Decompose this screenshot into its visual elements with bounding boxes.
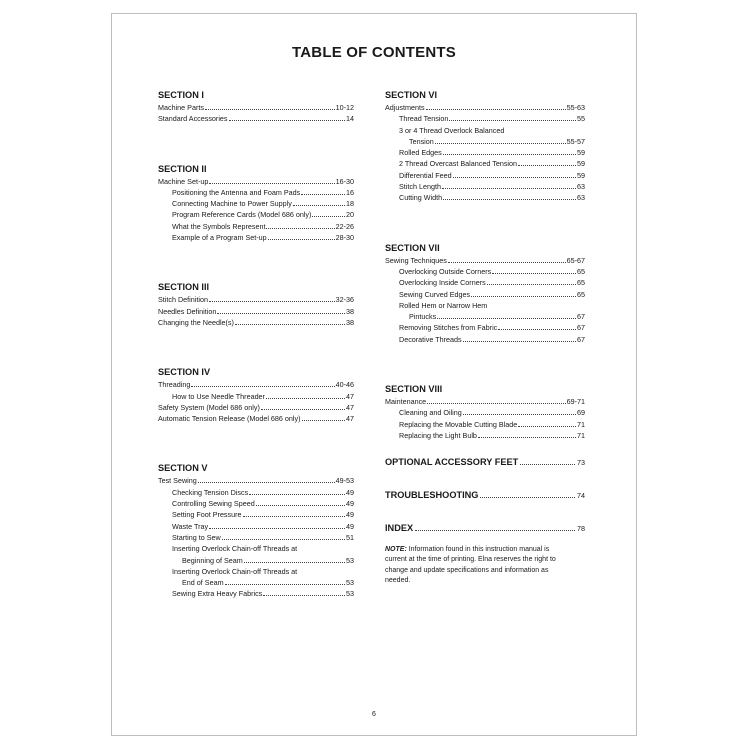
toc-entry-inserting-overlock-chain-off-threads-at[interactable] <box>158 577 354 588</box>
toc-entry-threading[interactable] <box>158 379 354 390</box>
toc-entry-label: Needles Definition <box>158 306 217 316</box>
toc-entry-checking-tension-discs[interactable] <box>158 487 354 498</box>
toc-entry-differential-feed[interactable] <box>385 170 585 181</box>
leader-dots <box>266 228 334 229</box>
toc-entry-2-thread-overcast-balanced-tension[interactable] <box>385 158 585 169</box>
leader-dots <box>209 528 345 529</box>
section-heading: SECTION VIII <box>385 384 443 395</box>
toc-entry-label: Rolled Edges <box>399 148 442 158</box>
toc-entry-starting-to-sew[interactable] <box>158 532 354 543</box>
leader-dots <box>266 398 345 399</box>
toc-entry-page: 59 <box>577 148 585 158</box>
leader-dots <box>229 120 345 121</box>
index-page: 78 <box>577 524 585 534</box>
optional-feet-entry[interactable] <box>385 456 585 469</box>
toc-entry-page: 28-30 <box>335 233 354 243</box>
document-page <box>111 13 637 736</box>
leader-dots <box>263 595 345 596</box>
toc-entry-label-line: 3 or 4 Thread Overlock Balanced <box>399 125 505 135</box>
toc-entry-adjustments[interactable] <box>385 102 585 113</box>
leader-dots <box>442 188 576 189</box>
toc-entry-page: 67 <box>577 334 585 344</box>
toc-entry-sewing-techniques[interactable] <box>385 255 585 266</box>
toc-entry-stitch-definition[interactable] <box>158 294 354 305</box>
toc-entry-page: 10-12 <box>335 103 354 112</box>
leader-dots <box>256 505 345 506</box>
toc-entry-page: 59 <box>577 170 585 180</box>
leader-dots <box>471 296 576 297</box>
toc-entry-page: 49 <box>346 510 354 520</box>
toc-entry-page: 47 <box>346 402 354 412</box>
section-section-i <box>158 89 354 125</box>
leader-dots <box>463 414 576 415</box>
leader-dots <box>520 464 575 465</box>
section-heading: SECTION VII <box>385 242 440 253</box>
toc-entry-label: Beginning of Seam <box>182 555 243 565</box>
toc-entry-replacing-the-movable-cutting-blade[interactable] <box>385 419 585 430</box>
section-section-vi <box>385 89 585 204</box>
toc-entry-page: 49 <box>346 521 354 531</box>
leader-dots <box>437 318 576 319</box>
page-number: 6 <box>372 711 376 718</box>
toc-entry-connecting-machine-to-power-supply[interactable] <box>158 198 354 209</box>
toc-entry-overlocking-inside-corners[interactable] <box>385 277 585 288</box>
section-heading: SECTION II <box>158 163 207 174</box>
toc-entry-page: 59 <box>577 159 585 169</box>
toc-entry-page: 69-71 <box>566 397 585 407</box>
toc-entry-needles-definition[interactable] <box>158 306 354 317</box>
toc-entry-program-reference-cards-model-686-only[interactable] <box>158 209 354 220</box>
leader-dots <box>217 313 345 314</box>
toc-entry-label: Threading <box>158 380 191 390</box>
toc-entry-sewing-extra-heavy-fabrics[interactable] <box>158 588 354 599</box>
section-section-iv <box>158 366 354 424</box>
optional-feet-page: 73 <box>577 458 585 468</box>
toc-entry-page: 40-46 <box>335 380 354 390</box>
leader-dots <box>205 109 335 110</box>
toc-entry-rolled-edges[interactable] <box>385 147 585 158</box>
section-heading: SECTION VI <box>385 90 438 100</box>
leader-dots <box>478 437 576 438</box>
toc-entry-decorative-threads[interactable] <box>385 334 585 345</box>
leader-dots <box>209 301 335 302</box>
leader-dots <box>435 143 566 144</box>
toc-entry-label: Machine Set-up <box>158 176 209 186</box>
right-sections <box>385 89 585 441</box>
leader-dots <box>443 154 576 155</box>
leader-dots <box>301 194 345 195</box>
note-paragraph <box>385 545 570 586</box>
toc-entry-page: 18 <box>346 199 354 209</box>
section-heading: SECTION V <box>158 463 208 474</box>
index-entry[interactable] <box>385 522 585 535</box>
toc-entry-label: Decorative Threads <box>399 334 462 344</box>
section-heading: SECTION IV <box>158 367 211 378</box>
toc-entry-page: 47 <box>346 391 354 401</box>
toc-entry-label: Adjustments <box>385 103 425 112</box>
leader-dots <box>235 324 345 325</box>
toc-entry-label: Overlocking Inside Corners <box>399 278 486 288</box>
toc-entry-label: Setting Foot Pressure <box>172 510 242 520</box>
leader-dots <box>244 562 345 563</box>
leader-dots <box>480 497 575 498</box>
toc-entry-label-line: Inserting Overlock Chain-off Threads at <box>172 544 298 554</box>
leader-dots <box>518 426 576 427</box>
toc-entry-page: 22-26 <box>335 221 354 231</box>
toc-entry-page: 49 <box>346 487 354 497</box>
leader-dots <box>449 120 576 121</box>
leader-dots <box>209 183 334 184</box>
leader-dots <box>243 516 345 517</box>
leader-dots <box>443 199 576 200</box>
toc-entry-rolled-hem-or-narrow-hem[interactable] <box>385 311 585 322</box>
toc-entry-label: Example of a Program Set-up <box>172 233 267 243</box>
toc-entry-replacing-the-light-bulb[interactable] <box>385 430 585 441</box>
toc-entry-page: 55-57 <box>566 136 585 146</box>
toc-entry-what-the-symbols-represent[interactable] <box>158 221 354 232</box>
toc-entry-label: Differential Feed <box>399 170 452 180</box>
toc-entry-label: Sewing Curved Edges <box>399 289 471 299</box>
toc-entry-page: 71 <box>577 430 585 440</box>
page-title: TABLE OF CONTENTS <box>292 44 456 61</box>
leader-dots <box>293 205 345 206</box>
troubleshooting-page: 74 <box>577 491 585 501</box>
toc-entry-safety-system-model-686-only[interactable] <box>158 402 354 413</box>
note-text: Information found in this instruction manual is current at the time of printing. Elna reserves the right to change and update specifications and information as needed. <box>385 546 556 584</box>
toc-entry-3-or-4-thread-overlock-balanced[interactable] <box>385 136 585 147</box>
toc-entry-label: What the Symbols Represent <box>172 221 266 231</box>
toc-entry-label: Cleaning and Oiling <box>399 408 462 418</box>
toc-entry-positioning-the-antenna-and-foam-pads[interactable] <box>158 187 354 198</box>
toc-entry-stitch-length[interactable] <box>385 181 585 192</box>
leader-dots <box>198 482 335 483</box>
toc-entry-thread-tension[interactable] <box>385 113 585 124</box>
toc-entry-page: 47 <box>346 414 354 424</box>
leader-dots <box>249 494 345 495</box>
right-column <box>385 89 585 586</box>
toc-entry-label: Maintenance <box>385 397 427 407</box>
toc-entry-label: Changing the Needle(s) <box>158 317 234 327</box>
toc-entry-label: Program Reference Cards (Model 686 only) <box>172 210 312 220</box>
toc-entry-cutting-width[interactable] <box>385 192 585 203</box>
troubleshooting-label: TROUBLESHOOTING <box>385 490 479 501</box>
leader-dots <box>492 273 576 274</box>
leader-dots <box>463 341 576 342</box>
left-column <box>158 89 354 600</box>
leader-dots <box>191 386 334 387</box>
leader-dots <box>225 584 345 585</box>
leader-dots <box>427 403 565 404</box>
leader-dots <box>498 329 576 330</box>
toc-entry-label: Test Sewing <box>158 476 197 486</box>
leader-dots <box>415 530 575 531</box>
leader-dots <box>222 539 345 540</box>
toc-entry-label: Safety System (Model 686 only) <box>158 402 260 412</box>
toc-entry-label: Sewing Extra Heavy Fabrics <box>172 589 263 599</box>
toc-entry-page: 32-36 <box>335 295 354 305</box>
section-section-iii <box>158 281 354 328</box>
toc-entry-page: 38 <box>346 306 354 316</box>
toc-entry-page: 49-53 <box>335 476 354 486</box>
leader-dots <box>426 109 566 110</box>
leader-dots <box>448 262 566 263</box>
section-section-viii <box>385 383 585 441</box>
toc-entry-label: Cutting Width <box>399 193 443 203</box>
toc-entry-page: 55-63 <box>566 103 585 112</box>
toc-entry-how-to-use-needle-threader[interactable] <box>158 391 354 402</box>
toc-entry-page: 14 <box>346 114 354 124</box>
toc-entry-controlling-sewing-speed[interactable] <box>158 498 354 509</box>
toc-entry-maintenance[interactable] <box>385 396 585 407</box>
toc-entry-label: Thread Tension <box>399 114 449 124</box>
toc-entry-waste-tray[interactable] <box>158 521 354 532</box>
toc-entry-label: How to Use Needle Threader <box>172 391 265 401</box>
toc-entry-label: Tension <box>409 136 434 146</box>
toc-entry-label: Standard Accessories <box>158 114 228 124</box>
toc-entry-overlocking-outside-corners[interactable] <box>385 266 585 277</box>
toc-entry-machine-parts[interactable] <box>158 102 354 113</box>
toc-entry-page: 16 <box>346 187 354 197</box>
index-label: INDEX <box>385 523 414 534</box>
troubleshooting-entry[interactable] <box>385 489 585 502</box>
toc-entry-inserting-overlock-chain-off-threads-at[interactable] <box>158 555 354 566</box>
toc-entry-label: Machine Parts <box>158 103 204 112</box>
toc-entry-label: Automatic Tension Release (Model 686 only) <box>158 414 301 424</box>
toc-entry-label: Removing Stitches from Fabric <box>399 323 498 333</box>
toc-entry-page: 71 <box>577 419 585 429</box>
toc-entry-page: 65-67 <box>566 255 585 265</box>
toc-entry-label: Checking Tension Discs <box>172 487 249 497</box>
toc-entry-label: End of Seam <box>182 578 224 588</box>
toc-entry-changing-the-needle-s[interactable] <box>158 317 354 328</box>
toc-entry-page: 49 <box>346 499 354 509</box>
toc-entry-sewing-curved-edges[interactable] <box>385 289 585 300</box>
toc-entry-label: Controlling Sewing Speed <box>172 499 255 509</box>
toc-entry-page: 67 <box>577 323 585 333</box>
leader-dots <box>312 216 345 217</box>
leader-dots <box>261 409 345 410</box>
section-section-v <box>158 462 354 599</box>
toc-entry-label: Replacing the Light Bulb <box>399 430 477 440</box>
section-heading: SECTION I <box>158 90 204 100</box>
optional-feet-label: OPTIONAL ACCESSORY FEET <box>385 457 519 468</box>
toc-entry-page: 16-30 <box>335 176 354 186</box>
toc-entry-page: 55 <box>577 114 585 124</box>
toc-entry-page: 53 <box>346 555 354 565</box>
leader-dots <box>487 284 576 285</box>
toc-entry-automatic-tension-release-model-686-only[interactable] <box>158 413 354 424</box>
section-heading: SECTION III <box>158 282 210 293</box>
toc-entry-page: 69 <box>577 408 585 418</box>
leader-dots <box>518 165 576 166</box>
toc-entry-removing-stitches-from-fabric[interactable] <box>385 322 585 333</box>
toc-entry-page: 65 <box>577 266 585 276</box>
toc-entry-label: Stitch Definition <box>158 295 208 305</box>
toc-entry-label-line: Rolled Hem or Narrow Hem <box>399 300 488 310</box>
toc-entry-page: 65 <box>577 278 585 288</box>
toc-entry-label: Overlocking Outside Corners <box>399 266 492 276</box>
note-lead: NOTE: <box>385 546 407 554</box>
toc-entry-label: Waste Tray <box>172 521 209 531</box>
leader-dots <box>453 177 576 178</box>
toc-entry-page: 51 <box>346 532 354 542</box>
toc-entry-label-line: Inserting Overlock Chain-off Threads at <box>172 566 298 576</box>
section-section-ii <box>158 163 354 244</box>
toc-entry-page: 67 <box>577 312 585 322</box>
section-section-vii <box>385 242 585 345</box>
leader-dots <box>302 420 346 421</box>
toc-entry-label: Sewing Techniques <box>385 255 447 265</box>
toc-entry-label: Starting to Sew <box>172 532 221 542</box>
toc-entry-setting-foot-pressure[interactable] <box>158 509 354 520</box>
toc-entry-page: 63 <box>577 182 585 192</box>
toc-entry-label: 2 Thread Overcast Balanced Tension <box>399 159 517 169</box>
toc-entry-page: 20 <box>346 210 354 220</box>
toc-entry-label: Replacing the Movable Cutting Blade <box>399 419 518 429</box>
toc-entry-label: Positioning the Antenna and Foam Pads <box>172 187 301 197</box>
toc-entry-label: Connecting Machine to Power Supply <box>172 199 292 209</box>
toc-entry-page: 63 <box>577 193 585 203</box>
toc-entry-page: 65 <box>577 289 585 299</box>
toc-entry-machine-set-up[interactable] <box>158 176 354 187</box>
leader-dots <box>268 239 335 240</box>
toc-entry-example-of-a-program-set-up[interactable] <box>158 232 354 243</box>
toc-entry-test-sewing[interactable] <box>158 475 354 486</box>
toc-entry-page: 53 <box>346 589 354 599</box>
toc-entry-page: 53 <box>346 578 354 588</box>
toc-entry-label: Stitch Length <box>399 182 441 192</box>
toc-entry-cleaning-and-oiling[interactable] <box>385 407 585 418</box>
toc-entry-label: Pintucks <box>409 312 437 322</box>
toc-entry-page: 38 <box>346 317 354 327</box>
toc-entry-standard-accessories[interactable] <box>158 113 354 124</box>
